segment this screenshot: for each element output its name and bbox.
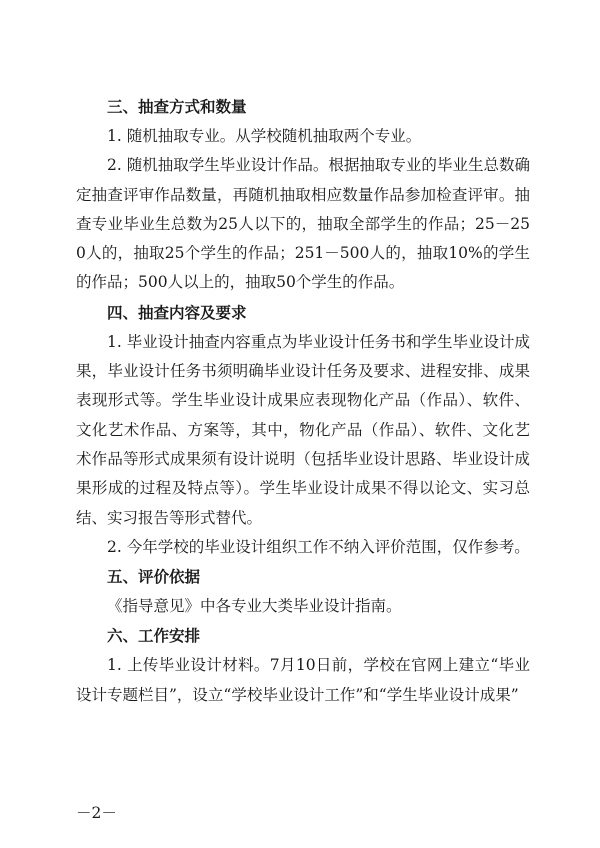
- section-heading-evaluation-basis: 五、评价依据: [107, 568, 201, 587]
- page-number: －2－: [76, 804, 117, 822]
- paragraph-upload-materials: 1. 上传毕业设计材料。7月10日前，学校在官网上建立“毕业设计专题栏目”，设立“学校毕业设计工作”和“学生毕业设计成果”: [76, 656, 530, 704]
- paragraph-random-works: 2. 随机抽取学生毕业设计作品。根据抽取专业的毕业生总数确定抽查评审作品数量，再随机抽取相应数量作品参加检查评审。抽查专业毕业生总数为25人以下的，抽取全部学生的作品；25－250人的，抽取25个学生的作品；251－500人的，抽取10%的学生的作品；500人以上的，抽取50个学生的作品。: [76, 156, 530, 292]
- document-body: [76, 92, 530, 710]
- paragraph-guideline: 《指导意见》中各专业大类毕业设计指南。: [107, 597, 402, 616]
- paragraph-random-major: 1. 随机抽取专业。从学校随机抽取两个专业。: [107, 127, 422, 145]
- section-heading-sampling-method: 三、抽查方式和数量: [107, 98, 247, 116]
- section-heading-work-arrangement: 六、工作安排: [107, 627, 201, 646]
- paragraph-organization-note: 2. 今年学校的毕业设计组织工作不纳入评价范围，仅作参考。: [107, 537, 530, 556]
- section-heading-content-requirements: 四、抽查内容及要求: [107, 303, 247, 322]
- paragraph-inspection-content: 1. 毕业设计抽查内容重点为毕业设计任务书和学生毕业设计成果，毕业设计任务书须明确毕业设计任务及要求、进程安排、成果表现形式等。学生毕业设计成果应表现物化产品（作品）、软件、文化艺术作品、方案等，其中，物化产品（作品）、软件、文化艺术作品等形式成果须有设计说明（包括毕业设计思路、毕业设计成果形成的过程及特点等）。学生毕业设计成果不得以论文、实习总结、实习报告等形式替代。: [76, 332, 530, 527]
